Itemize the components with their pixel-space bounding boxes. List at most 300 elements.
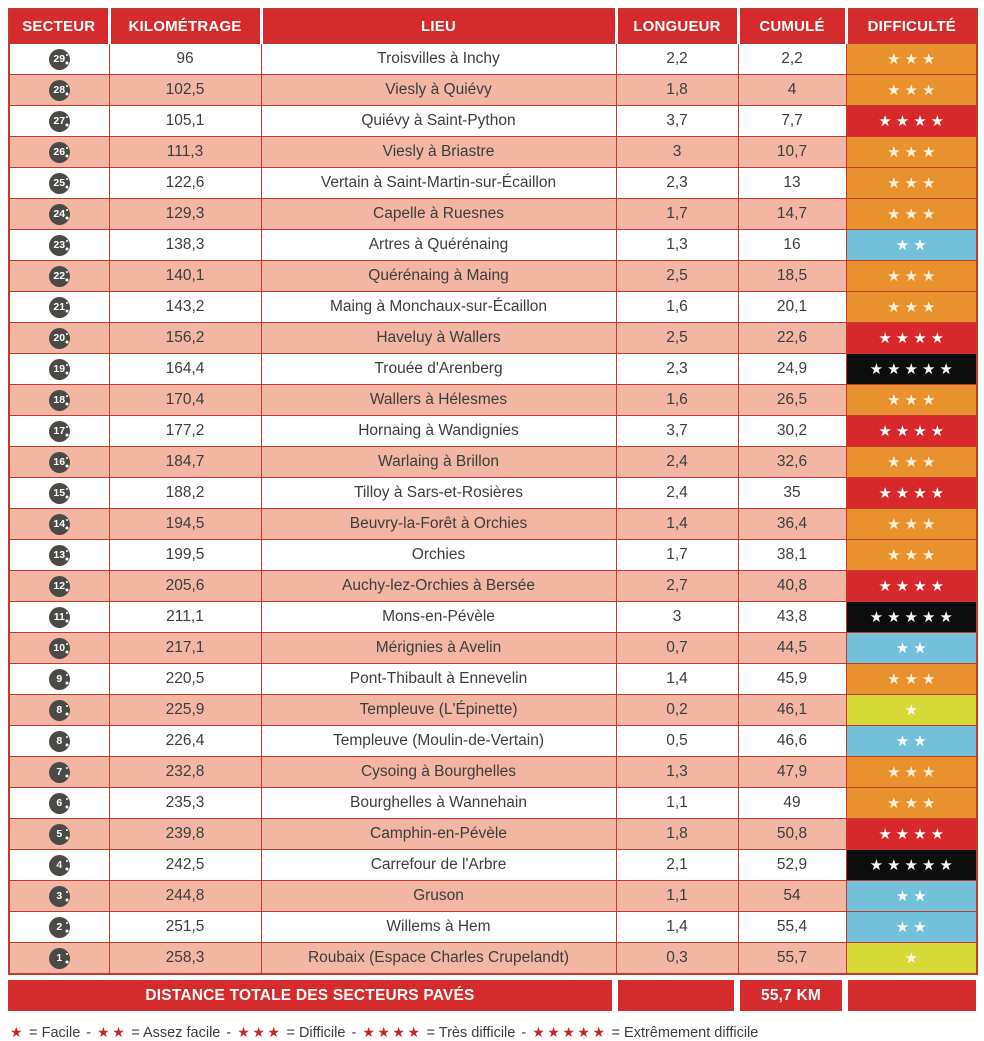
cumule-cell: 35 (738, 478, 846, 509)
sector-cell (9, 509, 109, 540)
table-row (9, 75, 977, 106)
lieu-cell: Quérénaing à Maing (261, 261, 616, 292)
kilometrage-cell: 239,8 (109, 819, 261, 850)
difficulty-cell (846, 664, 977, 695)
longueur-cell: 3 (616, 137, 738, 168)
longueur-cell: 2,3 (616, 354, 738, 385)
longueur-cell: 3,7 (616, 416, 738, 447)
difficulty-cell (846, 292, 977, 323)
table-row (9, 664, 977, 695)
lieu-cell: Roubaix (Espace Charles Crupelandt) (261, 943, 616, 975)
lieu-cell: Templeuve (Moulin-de-Vertain) (261, 726, 616, 757)
difficulty-cell (846, 106, 977, 137)
lieu-cell: Trouée d'Arenberg (261, 354, 616, 385)
cumule-cell: 36,4 (738, 509, 846, 540)
sector-number-badge: 28 (49, 80, 70, 101)
kilometrage-cell: 211,1 (109, 602, 261, 633)
difficulty-cell (846, 788, 977, 819)
cumule-cell: 40,8 (738, 571, 846, 602)
difficulty-stars-icon: ★★ (895, 236, 931, 254)
legend-stars-icon: ★★★ (237, 1024, 283, 1040)
cumule-cell: 14,7 (738, 199, 846, 230)
difficulty-stars-icon: ★★★ (887, 453, 940, 471)
sector-number-badge: 16 (49, 452, 70, 473)
difficulty-cell (846, 75, 977, 106)
difficulty-stars-icon: ★★★ (887, 298, 940, 316)
kilometrage-cell: 217,1 (109, 633, 261, 664)
legend-separator: - (517, 1025, 531, 1041)
sector-number-badge: 27 (49, 111, 70, 132)
sector-number-badge: 17 (49, 421, 70, 442)
difficulty-stars-icon: ★★★ (887, 546, 940, 564)
longueur-cell: 2,7 (616, 571, 738, 602)
kilometrage-cell: 232,8 (109, 757, 261, 788)
cumule-cell: 20,1 (738, 292, 846, 323)
sector-cell (9, 726, 109, 757)
difficulty-stars-icon: ★★★★★ (869, 360, 957, 378)
kilometrage-cell: 205,6 (109, 571, 261, 602)
difficulty-cell (846, 819, 977, 850)
sector-number-badge: 2 (49, 917, 70, 938)
sector-number-badge: 12 (49, 576, 70, 597)
cumule-cell: 50,8 (738, 819, 846, 850)
difficulty-stars-icon: ★★★★ (878, 422, 949, 440)
table-row (9, 850, 977, 881)
longueur-cell: 2,4 (616, 478, 738, 509)
table-row (9, 881, 977, 912)
longueur-cell: 2,1 (616, 850, 738, 881)
table-row (9, 385, 977, 416)
difficulty-stars-icon: ★★ (895, 887, 931, 905)
sector-number-badge: 29 (49, 49, 70, 70)
longueur-cell: 1,3 (616, 757, 738, 788)
longueur-cell: 1,8 (616, 75, 738, 106)
table-row (9, 106, 977, 137)
sector-cell (9, 261, 109, 292)
sector-cell (9, 540, 109, 571)
legend-item-label: = Très difficile (426, 1025, 516, 1041)
lieu-cell: Troisvilles à Inchy (261, 44, 616, 75)
difficulty-stars-icon: ★★★ (887, 515, 940, 533)
sector-number-badge: 14 (49, 514, 70, 535)
sector-cell (9, 137, 109, 168)
sector-cell (9, 695, 109, 726)
difficulty-stars-icon: ★★★ (887, 143, 940, 161)
sector-number-badge: 21 (49, 297, 70, 318)
lieu-cell: Tilloy à Sars-et-Rosières (261, 478, 616, 509)
sector-cell (9, 323, 109, 354)
kilometrage-cell: 225,9 (109, 695, 261, 726)
kilometrage-cell: 194,5 (109, 509, 261, 540)
kilometrage-cell: 164,4 (109, 354, 261, 385)
lieu-cell: Auchy-lez-Orchies à Bersée (261, 571, 616, 602)
legend-item-label: = Facile (29, 1025, 81, 1041)
lieu-cell: Templeuve (L'Épinette) (261, 695, 616, 726)
lieu-cell: Beuvry-la-Forêt à Orchies (261, 509, 616, 540)
legend-item (532, 1025, 758, 1041)
sector-number-badge: 1 (49, 948, 70, 969)
legend-item-label: = Assez facile (131, 1025, 221, 1041)
sector-number-badge: 23 (49, 235, 70, 256)
sector-number-badge: 6 (49, 793, 70, 814)
lieu-cell: Willems à Hem (261, 912, 616, 943)
difficulty-stars-icon: ★★★ (887, 267, 940, 285)
cumule-cell: 47,9 (738, 757, 846, 788)
cumule-cell: 26,5 (738, 385, 846, 416)
table-row (9, 447, 977, 478)
sector-cell (9, 912, 109, 943)
lieu-cell: Orchies (261, 540, 616, 571)
cumule-cell: 7,7 (738, 106, 846, 137)
lieu-cell: Mons-en-Pévèle (261, 602, 616, 633)
sector-cell (9, 602, 109, 633)
difficulty-stars-icon: ★★★★ (878, 329, 949, 347)
column-header-kilometrage: KILOMÉTRAGE (109, 9, 261, 44)
lieu-cell: Warlaing à Brillon (261, 447, 616, 478)
kilometrage-cell: 220,5 (109, 664, 261, 695)
table-row (9, 230, 977, 261)
cumule-cell: 52,9 (738, 850, 846, 881)
difficulty-legend (8, 1024, 976, 1041)
lieu-cell: Carrefour de l'Arbre (261, 850, 616, 881)
legend-item-label: = Difficile (286, 1025, 346, 1041)
table-row (9, 137, 977, 168)
total-bar-difficulte-segment (848, 980, 976, 1011)
difficulty-cell (846, 447, 977, 478)
lieu-cell: Bourghelles à Wannehain (261, 788, 616, 819)
lieu-cell: Artres à Quérénaing (261, 230, 616, 261)
difficulty-stars-icon: ★★★★ (878, 825, 949, 843)
total-distance-label: DISTANCE TOTALE DES SECTEURS PAVÉS (8, 980, 612, 1011)
kilometrage-cell: 184,7 (109, 447, 261, 478)
difficulty-stars-icon: ★★★ (887, 391, 940, 409)
kilometrage-cell: 138,3 (109, 230, 261, 261)
header-row (9, 9, 977, 44)
column-header-longueur: LONGUEUR (616, 9, 738, 44)
sector-number-badge: 20 (49, 328, 70, 349)
longueur-cell: 0,3 (616, 943, 738, 975)
cumule-cell: 43,8 (738, 602, 846, 633)
table-row (9, 261, 977, 292)
sector-number-badge: 7 (49, 762, 70, 783)
difficulty-cell (846, 230, 977, 261)
sector-cell (9, 106, 109, 137)
longueur-cell: 1,6 (616, 292, 738, 323)
lieu-cell: Viesly à Briastre (261, 137, 616, 168)
table-row (9, 726, 977, 757)
legend-item (10, 1025, 80, 1041)
kilometrage-cell: 129,3 (109, 199, 261, 230)
table-row (9, 571, 977, 602)
difficulty-cell (846, 540, 977, 571)
difficulty-stars-icon: ★★ (895, 732, 931, 750)
kilometrage-cell: 111,3 (109, 137, 261, 168)
table-row (9, 478, 977, 509)
kilometrage-cell: 102,5 (109, 75, 261, 106)
difficulty-stars-icon: ★★★ (887, 670, 940, 688)
longueur-cell: 3 (616, 602, 738, 633)
difficulty-cell (846, 757, 977, 788)
table-row (9, 819, 977, 850)
difficulty-cell (846, 385, 977, 416)
longueur-cell: 2,5 (616, 261, 738, 292)
table-row (9, 788, 977, 819)
lieu-cell: Hornaing à Wandignies (261, 416, 616, 447)
longueur-cell: 1,4 (616, 912, 738, 943)
legend-stars-icon: ★★★★ (362, 1024, 423, 1040)
longueur-cell: 1,1 (616, 881, 738, 912)
legend-stars-icon: ★ (10, 1024, 26, 1040)
kilometrage-cell: 156,2 (109, 323, 261, 354)
longueur-cell: 1,6 (616, 385, 738, 416)
longueur-cell: 0,7 (616, 633, 738, 664)
difficulty-cell (846, 261, 977, 292)
kilometrage-cell: 226,4 (109, 726, 261, 757)
difficulty-stars-icon: ★ (904, 701, 922, 719)
longueur-cell: 1,4 (616, 509, 738, 540)
sector-cell (9, 943, 109, 975)
difficulty-cell (846, 602, 977, 633)
difficulty-cell (846, 323, 977, 354)
kilometrage-cell: 143,2 (109, 292, 261, 323)
sector-cell (9, 199, 109, 230)
sector-number-badge: 25 (49, 173, 70, 194)
kilometrage-cell: 122,6 (109, 168, 261, 199)
longueur-cell: 0,2 (616, 695, 738, 726)
difficulty-stars-icon: ★★★★ (878, 577, 949, 595)
sector-number-badge: 26 (49, 142, 70, 163)
cumule-cell: 46,1 (738, 695, 846, 726)
cumule-cell: 24,9 (738, 354, 846, 385)
pave-sectors-table (8, 8, 978, 975)
sector-number-badge: 24 (49, 204, 70, 225)
difficulty-cell (846, 416, 977, 447)
difficulty-stars-icon: ★★ (895, 639, 931, 657)
cumule-cell: 44,5 (738, 633, 846, 664)
legend-item (362, 1025, 515, 1041)
sector-number-badge: 15 (49, 483, 70, 504)
sector-number-badge: 22 (49, 266, 70, 287)
difficulty-stars-icon: ★★★ (887, 794, 940, 812)
difficulty-cell (846, 943, 977, 975)
table-row (9, 943, 977, 975)
difficulty-cell (846, 881, 977, 912)
difficulty-cell (846, 633, 977, 664)
sector-number-badge: 5 (49, 824, 70, 845)
difficulty-cell (846, 199, 977, 230)
cumule-cell: 55,7 (738, 943, 846, 975)
table-row (9, 509, 977, 540)
table-row (9, 44, 977, 75)
cumule-cell: 4 (738, 75, 846, 106)
difficulty-cell (846, 571, 977, 602)
legend-stars-icon: ★★ (97, 1024, 128, 1040)
kilometrage-cell: 140,1 (109, 261, 261, 292)
longueur-cell: 1,7 (616, 199, 738, 230)
sector-number-badge: 10 (49, 638, 70, 659)
column-header-secteur: SECTEUR (9, 9, 109, 44)
sector-cell (9, 230, 109, 261)
legend-separator: - (347, 1025, 361, 1041)
cumule-cell: 18,5 (738, 261, 846, 292)
cumule-cell: 2,2 (738, 44, 846, 75)
table-row (9, 757, 977, 788)
sector-cell (9, 75, 109, 106)
lieu-cell: Haveluy à Wallers (261, 323, 616, 354)
lieu-cell: Viesly à Quiévy (261, 75, 616, 106)
sector-number-badge: 8 (49, 700, 70, 721)
lieu-cell: Mérignies à Avelin (261, 633, 616, 664)
cumule-cell: 10,7 (738, 137, 846, 168)
legend-separator: - (82, 1025, 96, 1041)
lieu-cell: Capelle à Ruesnes (261, 199, 616, 230)
kilometrage-cell: 105,1 (109, 106, 261, 137)
longueur-cell: 2,5 (616, 323, 738, 354)
kilometrage-cell: 251,5 (109, 912, 261, 943)
cumule-cell: 30,2 (738, 416, 846, 447)
sector-cell (9, 571, 109, 602)
table-row (9, 912, 977, 943)
difficulty-cell (846, 695, 977, 726)
legend-item-label: = Extrêmement difficile (611, 1025, 759, 1041)
kilometrage-cell: 244,8 (109, 881, 261, 912)
table-header (9, 9, 977, 44)
sector-cell (9, 664, 109, 695)
difficulty-cell (846, 137, 977, 168)
difficulty-cell (846, 168, 977, 199)
kilometrage-cell: 96 (109, 44, 261, 75)
sector-number-badge: 9 (49, 669, 70, 690)
longueur-cell: 1,4 (616, 664, 738, 695)
difficulty-cell (846, 44, 977, 75)
lieu-cell: Cysoing à Bourghelles (261, 757, 616, 788)
difficulty-stars-icon: ★★★★ (878, 112, 949, 130)
lieu-cell: Gruson (261, 881, 616, 912)
difficulty-stars-icon: ★★★ (887, 81, 940, 99)
longueur-cell: 2,2 (616, 44, 738, 75)
sector-cell (9, 44, 109, 75)
sector-cell (9, 850, 109, 881)
sector-cell (9, 292, 109, 323)
cumule-cell: 46,6 (738, 726, 846, 757)
sector-cell (9, 168, 109, 199)
difficulty-stars-icon: ★★★★★ (869, 856, 957, 874)
sector-cell (9, 354, 109, 385)
cumule-cell: 45,9 (738, 664, 846, 695)
total-distance-bar (8, 980, 976, 1011)
table-row (9, 416, 977, 447)
table-row (9, 168, 977, 199)
column-header-lieu: LIEU (261, 9, 616, 44)
lieu-cell: Maing à Monchaux-sur-Écaillon (261, 292, 616, 323)
longueur-cell: 1,1 (616, 788, 738, 819)
sector-number-badge: 13 (49, 545, 70, 566)
sector-number-badge: 3 (49, 886, 70, 907)
sector-number-badge: 8 (49, 731, 70, 752)
difficulty-stars-icon: ★★★ (887, 50, 940, 68)
cumule-cell: 22,6 (738, 323, 846, 354)
longueur-cell: 1,7 (616, 540, 738, 571)
sector-number-badge: 4 (49, 855, 70, 876)
longueur-cell: 3,7 (616, 106, 738, 137)
difficulty-stars-icon: ★★★★★ (869, 608, 957, 626)
kilometrage-cell: 188,2 (109, 478, 261, 509)
lieu-cell: Camphin-en-Pévèle (261, 819, 616, 850)
difficulty-cell (846, 850, 977, 881)
difficulty-cell (846, 478, 977, 509)
table-row (9, 602, 977, 633)
cumule-cell: 32,6 (738, 447, 846, 478)
kilometrage-cell: 170,4 (109, 385, 261, 416)
longueur-cell: 1,8 (616, 819, 738, 850)
total-bar-longueur-segment (618, 980, 734, 1011)
difficulty-stars-icon: ★★ (895, 918, 931, 936)
legend-stars-icon: ★★★★★ (532, 1024, 608, 1040)
longueur-cell: 1,3 (616, 230, 738, 261)
sector-cell (9, 416, 109, 447)
difficulty-stars-icon: ★★★★ (878, 484, 949, 502)
legend-item (237, 1025, 345, 1041)
sector-number-badge: 18 (49, 390, 70, 411)
column-header-difficulte: DIFFICULTÉ (846, 9, 977, 44)
table-body (9, 44, 977, 975)
longueur-cell: 0,5 (616, 726, 738, 757)
cumule-cell: 16 (738, 230, 846, 261)
longueur-cell: 2,4 (616, 447, 738, 478)
sector-number-badge: 19 (49, 359, 70, 380)
table-row (9, 323, 977, 354)
table-row (9, 633, 977, 664)
sector-cell (9, 633, 109, 664)
table-row (9, 540, 977, 571)
kilometrage-cell: 199,5 (109, 540, 261, 571)
sector-cell (9, 385, 109, 416)
sector-cell (9, 478, 109, 509)
difficulty-cell (846, 912, 977, 943)
kilometrage-cell: 258,3 (109, 943, 261, 975)
cumule-cell: 38,1 (738, 540, 846, 571)
difficulty-cell (846, 354, 977, 385)
sector-cell (9, 447, 109, 478)
table-row (9, 292, 977, 323)
lieu-cell: Wallers à Hélesmes (261, 385, 616, 416)
kilometrage-cell: 235,3 (109, 788, 261, 819)
table-row (9, 354, 977, 385)
total-distance-value: 55,7 KM (740, 980, 842, 1011)
sector-cell (9, 788, 109, 819)
sector-number-badge: 11 (49, 607, 70, 628)
difficulty-stars-icon: ★ (904, 949, 922, 967)
lieu-cell: Quiévy à Saint-Python (261, 106, 616, 137)
kilometrage-cell: 177,2 (109, 416, 261, 447)
cumule-cell: 13 (738, 168, 846, 199)
sector-cell (9, 819, 109, 850)
table-row (9, 695, 977, 726)
lieu-cell: Vertain à Saint-Martin-sur-Écaillon (261, 168, 616, 199)
cumule-cell: 49 (738, 788, 846, 819)
legend-item (97, 1025, 220, 1041)
difficulty-stars-icon: ★★★ (887, 763, 940, 781)
lieu-cell: Pont-Thibault à Ennevelin (261, 664, 616, 695)
cumule-cell: 54 (738, 881, 846, 912)
difficulty-stars-icon: ★★★ (887, 174, 940, 192)
table-row (9, 199, 977, 230)
cumule-cell: 55,4 (738, 912, 846, 943)
difficulty-stars-icon: ★★★ (887, 205, 940, 223)
sector-cell (9, 757, 109, 788)
sector-cell (9, 881, 109, 912)
longueur-cell: 2,3 (616, 168, 738, 199)
